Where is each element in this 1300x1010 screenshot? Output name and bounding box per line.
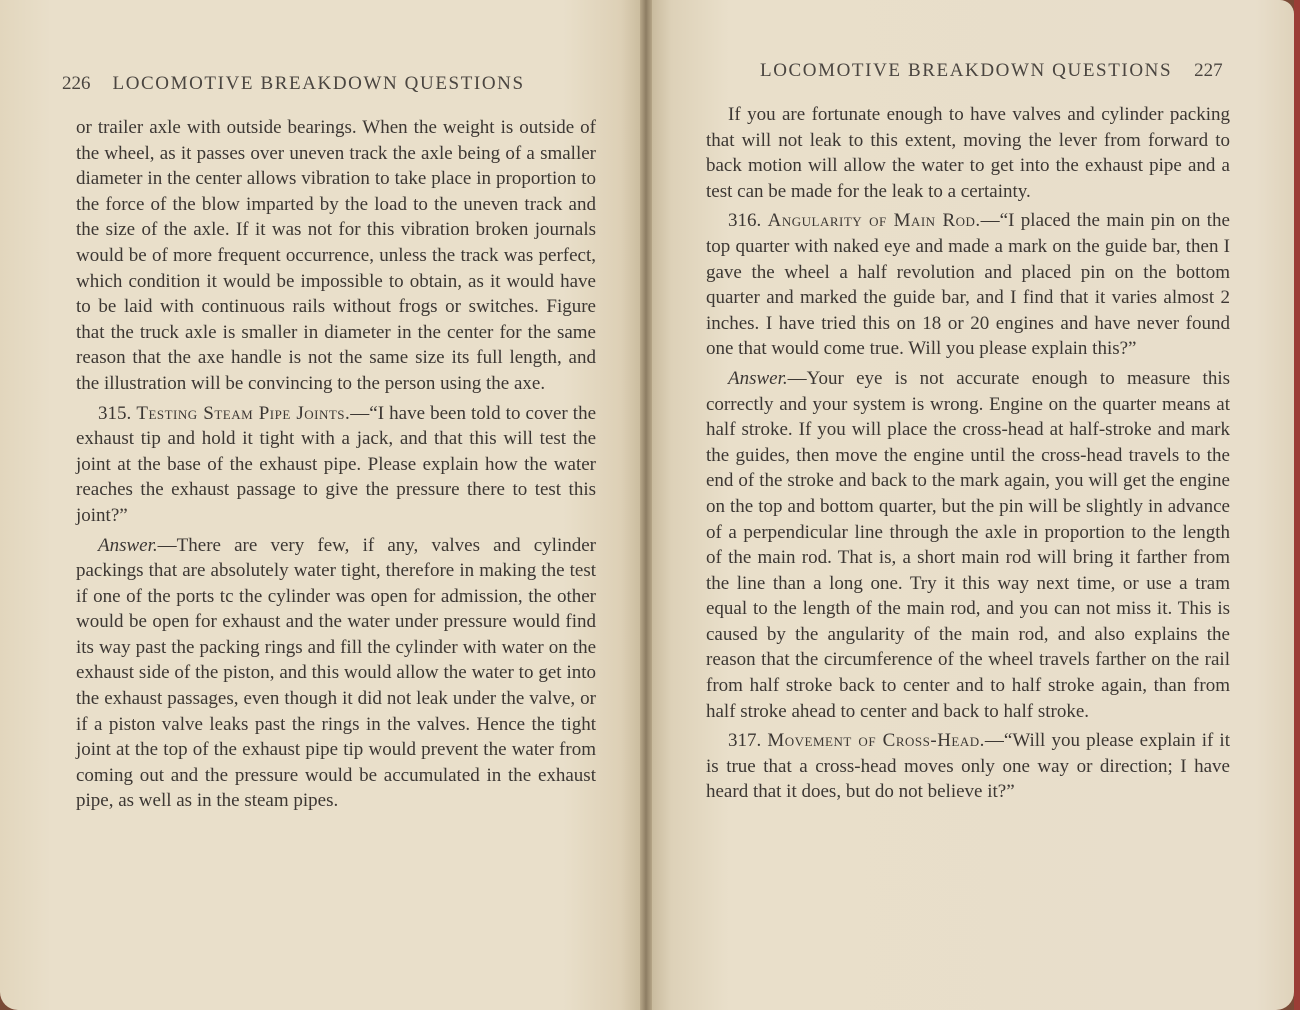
- question-315: [76, 401, 596, 529]
- left-page: [0, 0, 640, 1010]
- right-page-number: 227: [1194, 60, 1223, 81]
- right-page: [652, 0, 1294, 1010]
- right-header-title: LOCOMOTIVE BREAKDOWN QUESTIONS: [760, 60, 1173, 81]
- question-317-text: —“Will you please explain if it is true that a cross-head moves only one way or direction; I have heard that it does, but do not believe it?”: [706, 730, 1230, 803]
- left-running-head: [62, 73, 525, 95]
- question-316: [706, 208, 1230, 362]
- answer-315: [76, 533, 596, 815]
- question-315-heading: Testing Steam Pipe Joints.: [136, 402, 351, 424]
- answer-315-text: —There are very few, if any, valves and cylinder packings that are absolutely water tight, therefore in making the test if one of the ports tc the cylinder was open for admission, the other would be open for exhaust and the water under pressure would find its way past the packing rings and fill the cylinder with water on the exhaust side of the piston, and this would allow the water to get into the exhaust passages, even though it did not leak under the valve, or if a piston valve leaks past the rings in the valves. Hence the tight joint at the top of the exhaust pipe tip would prevent the water from coming out and the pressure would be accumulated in the exhaust pipe, as well as in the steam pipes.: [76, 534, 596, 812]
- left-paragraph-1: or trailer axle with outside bearings. When the weight is outside of the wheel, as it passes over uneven track the axle being of a smaller diameter in the center allows vibration to take place in proportion to the force of the blow imparted by the load to the uneven track and the size of the axle. If it was not for this vibration broken journals would be of more frequent occurrence, unless the track was perfect, which condition it would be impossible to obtain, as it would have to be laid with continuous rails without frogs or switches. Figure that the truck axle is smaller in diameter in the center for the same reason that the axe handle is not the same size its full length, and the illustration will be convincing to the person using the axe.: [76, 117, 596, 394]
- question-316-heading: Angularity of Main Rod.: [767, 210, 981, 232]
- question-317: [706, 728, 1230, 805]
- answer-316-label: Answer.: [728, 367, 788, 389]
- right-paragraph-1: If you are fortunate enough to have valves and cylinder packing that will not leak to this extent, moving the lever from forward to back motion will allow the water to get into the exhaust pipe and a test can be made for the leak to a certainty.: [706, 104, 1230, 202]
- book-gutter: [640, 0, 652, 1010]
- answer-316: [706, 366, 1230, 724]
- right-running-head: [760, 60, 1223, 82]
- question-316-number: 316.: [728, 210, 762, 232]
- question-315-number: 315.: [98, 402, 132, 424]
- left-page-number: 226: [62, 73, 91, 94]
- question-317-number: 317.: [728, 730, 762, 752]
- question-315-text: —“I have been told to cover the exhaust tip and hold it tight with a jack, and that this will test the joint at the base of the exhaust pipe. Please explain how the water reaches the exhaust passage to give the pressure there to test this joint?”: [76, 402, 597, 526]
- left-page-body: [76, 115, 596, 814]
- question-317-heading: Movement of Cross-Head.: [767, 730, 985, 752]
- answer-315-label: Answer.: [98, 534, 158, 556]
- answer-316-text: —Your eye is not accurate enough to measure this correctly and your system is wrong. Engine on the quarter means at half stroke. If you will place the cross-head at half-stroke and mark the guides, then move the engine until the cross-head travels to the end of the stroke and back to the mark again, you will get the engine on the top and bottom quarter, but the pin will be slightly in advance of a perpendicular line through the axle in proportion to the length of the main rod. That is, a short main rod will bring it farther from the line than a long one. Try it this way next time, or use a tram equal to the length of the main rod, and you can not miss it. This is caused by the angularity of the main rod, and also explains the reason that the circumference of the wheel travels farther on the rail from half stroke back to center and to half stroke again, than from half stroke ahead to center and back to half stroke.: [706, 367, 1230, 722]
- right-page-body: [706, 102, 1230, 805]
- book-cover-edge: [1294, 0, 1300, 1010]
- question-316-text: —“I placed the main pin on the top quarter with naked eye and made a mark on the guide bar, then I gave the wheel a half revolution and placed pin on the bottom quarter and marked the guide bar, and I find that it varies almost 2 inches. I have tried this on 18 or 20 engines and have never found one that would come true. Will you please explain this?”: [706, 210, 1230, 360]
- left-header-title: LOCOMOTIVE BREAKDOWN QUESTIONS: [112, 73, 525, 94]
